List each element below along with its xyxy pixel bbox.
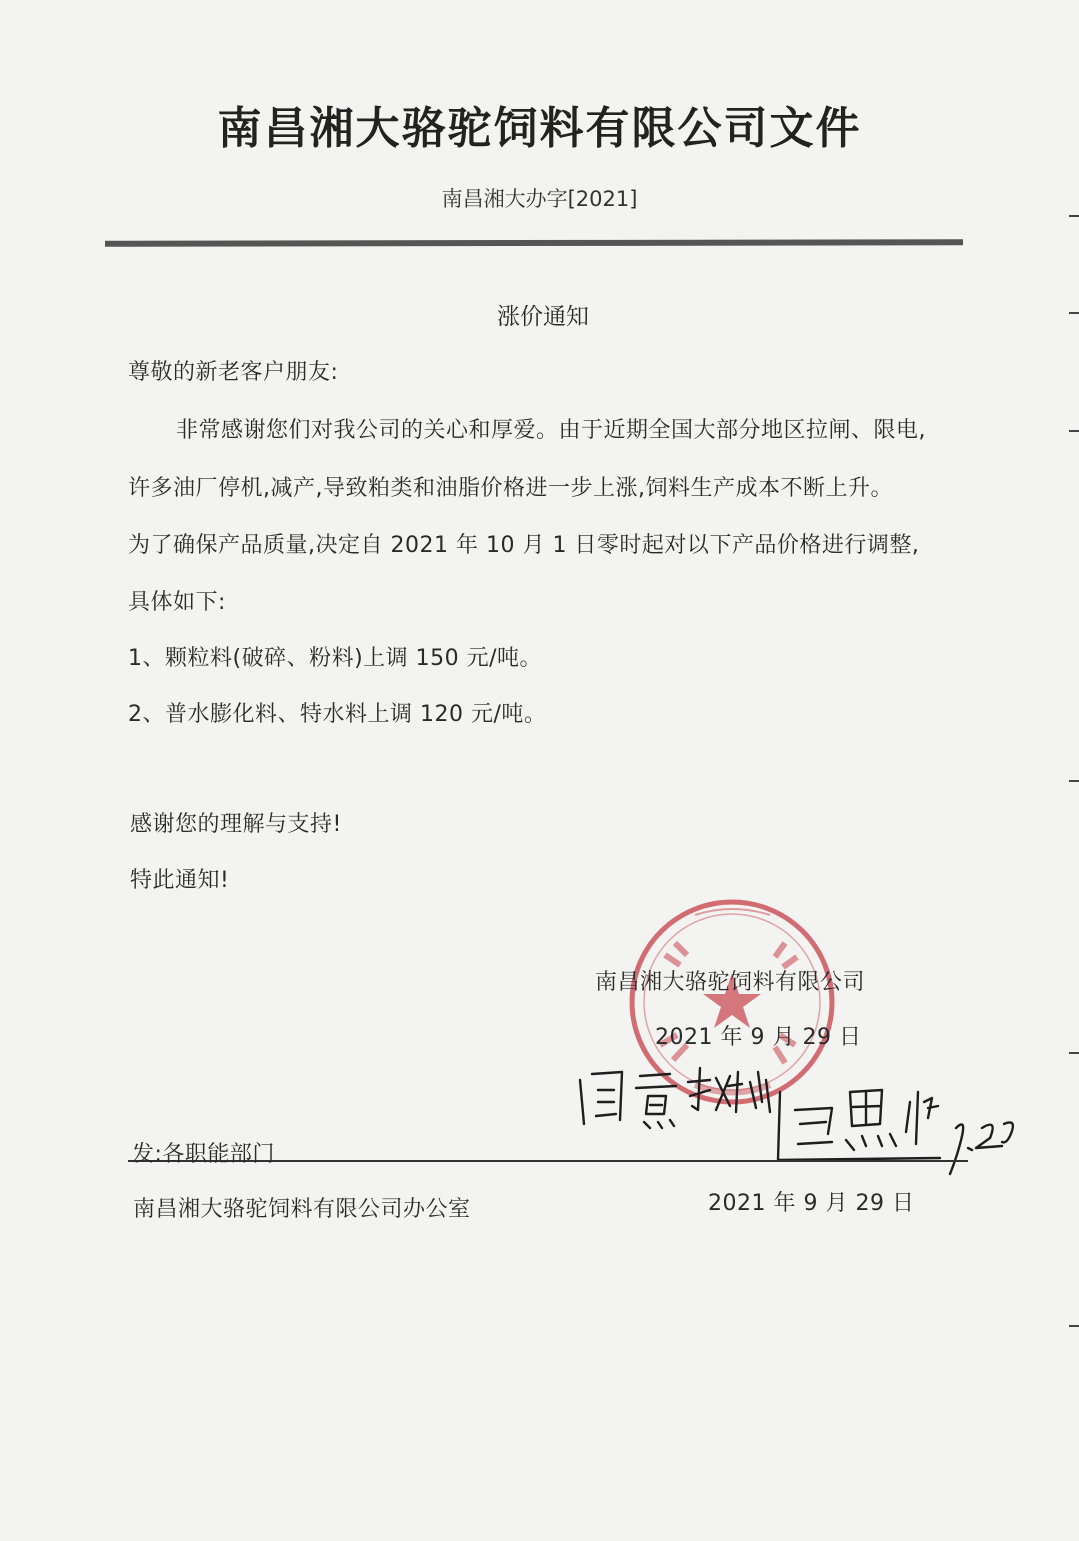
edge-mark [1069,215,1079,217]
thanks-line: 感谢您的理解与支持! [130,812,342,837]
edge-mark [1069,1052,1079,1054]
closing-line: 特此通知! [130,868,230,893]
edge-mark [1069,1325,1079,1327]
recipient-line: 发:各职能部门 [132,1142,275,1167]
document-number: 南昌湘大办字[2021] [441,187,638,211]
edge-mark [1069,780,1079,782]
body-line: 非常感谢您们对我公司的关心和厚爱。由于近期全国大部分地区拉闸、限电, [176,418,926,443]
salutation: 尊敬的新老客户朋友: [128,360,339,385]
edge-mark [1069,312,1079,314]
header-divider [105,239,963,246]
signatory-company: 南昌湘大骆驼饲料有限公司 [595,970,866,995]
issue-date: 2021 年 9 月 29 日 [708,1191,915,1216]
document-header-title: 南昌湘大骆驼饲料有限公司文件 [217,103,862,154]
body-line: 具体如下: [128,590,226,615]
price-item: 2、普水膨化料、特水料上调 120 元/吨。 [128,702,547,727]
body-line: 为了确保产品质量,决定自 2021 年 10 月 1 日零时起对以下产品价格进行调整, [128,533,920,558]
edge-mark [1069,430,1079,432]
body-line: 许多油厂停机,减产,导致粕类和油脂价格进一步上涨,饲料生产成本不断上升。 [128,476,893,501]
notice-title: 涨价通知 [497,304,589,330]
handwritten-signature [570,1062,1020,1182]
signatory-date: 2021 年 9 月 29 日 [655,1025,862,1050]
price-item: 1、颗粒料(破碎、粉料)上调 150 元/吨。 [128,646,543,671]
issuing-office: 南昌湘大骆驼饲料有限公司办公室 [133,1197,471,1222]
